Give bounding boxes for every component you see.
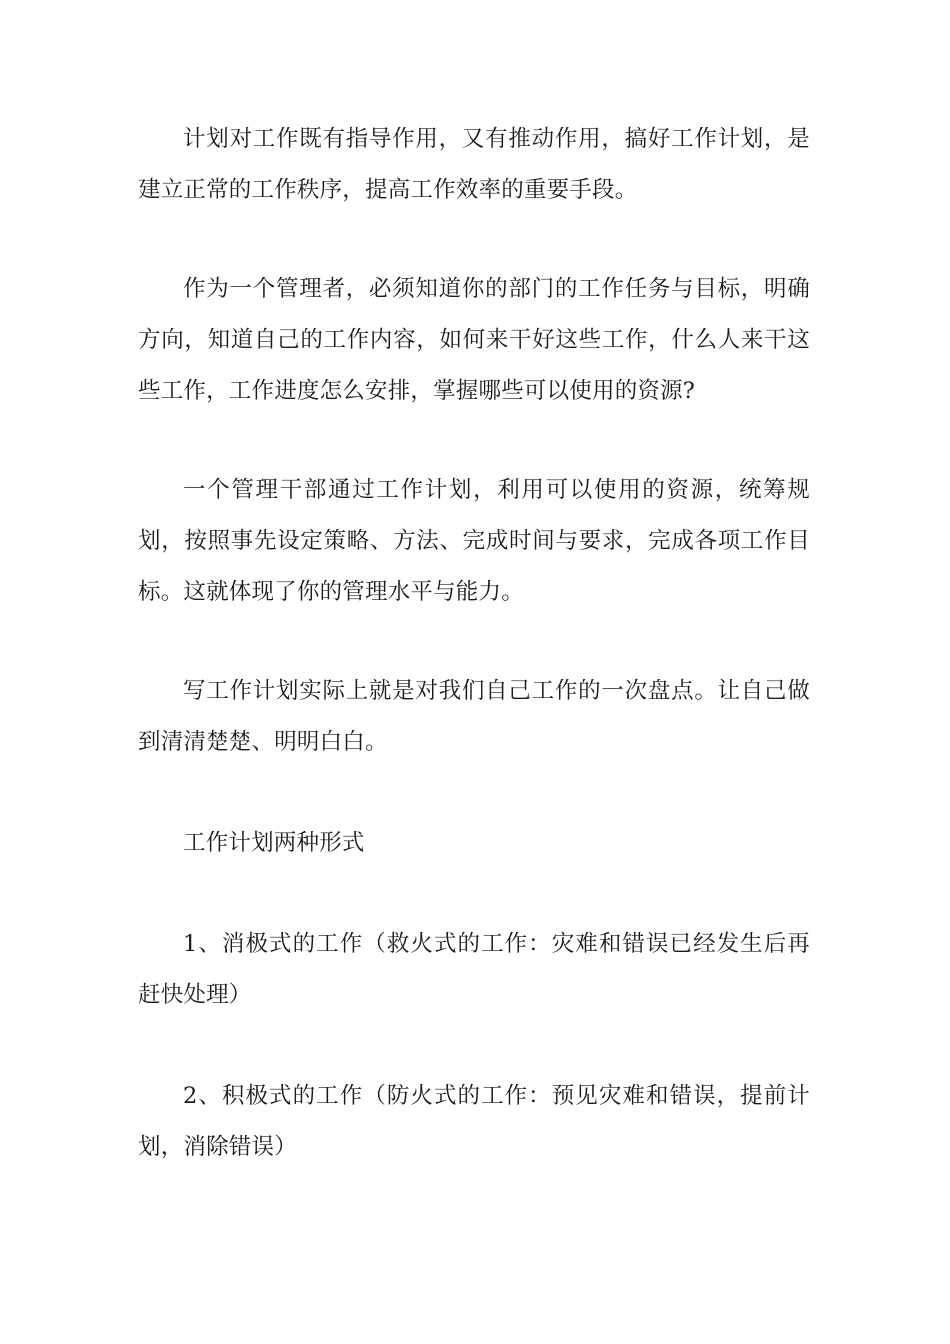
paragraph-planning-importance: 计划对工作既有指导作用，又有推动作用，搞好工作计划，是建立正常的工作秩序，提高工作效率的重要手段。 (138, 126, 810, 203)
paragraph-spacer (138, 417, 810, 465)
document-body (138, 114, 810, 1173)
paragraph-spacer (138, 768, 810, 818)
paragraph-spacer (138, 216, 810, 264)
paragraph-spacer (138, 618, 810, 666)
paragraph-work-review: 写工作计划实际上就是对我们自己工作的一次盘点。让自己做到清清楚楚、明明白白。 (138, 678, 810, 755)
paragraph-spacer (138, 869, 810, 919)
paragraph-management-ability: 一个管理干部通过工作计划，利用可以使用的资源，统筹规划，按照事先设定策略、方法、完成时间与要求，完成各项工作目标。这就体现了你的管理水平与能力。 (138, 477, 810, 605)
paragraph-manager-duties: 作为一个管理者，必须知道你的部门的工作任务与目标，明确方向，知道自己的工作内容，如何来干好这些工作，什么人来干这些工作，工作进度怎么安排，掌握哪些可以使用的资源? (138, 276, 810, 404)
list-item-active-work: 2、积极式的工作（防火式的工作：预见灾难和错误，提前计划，消除错误） (138, 1083, 810, 1160)
paragraph-spacer (138, 1021, 810, 1071)
list-item-passive-work: 1、消极式的工作（救火式的工作：灾难和错误已经发生后再赶快处理） (138, 931, 810, 1008)
section-heading-plan-forms: 工作计划两种形式 (183, 830, 365, 856)
